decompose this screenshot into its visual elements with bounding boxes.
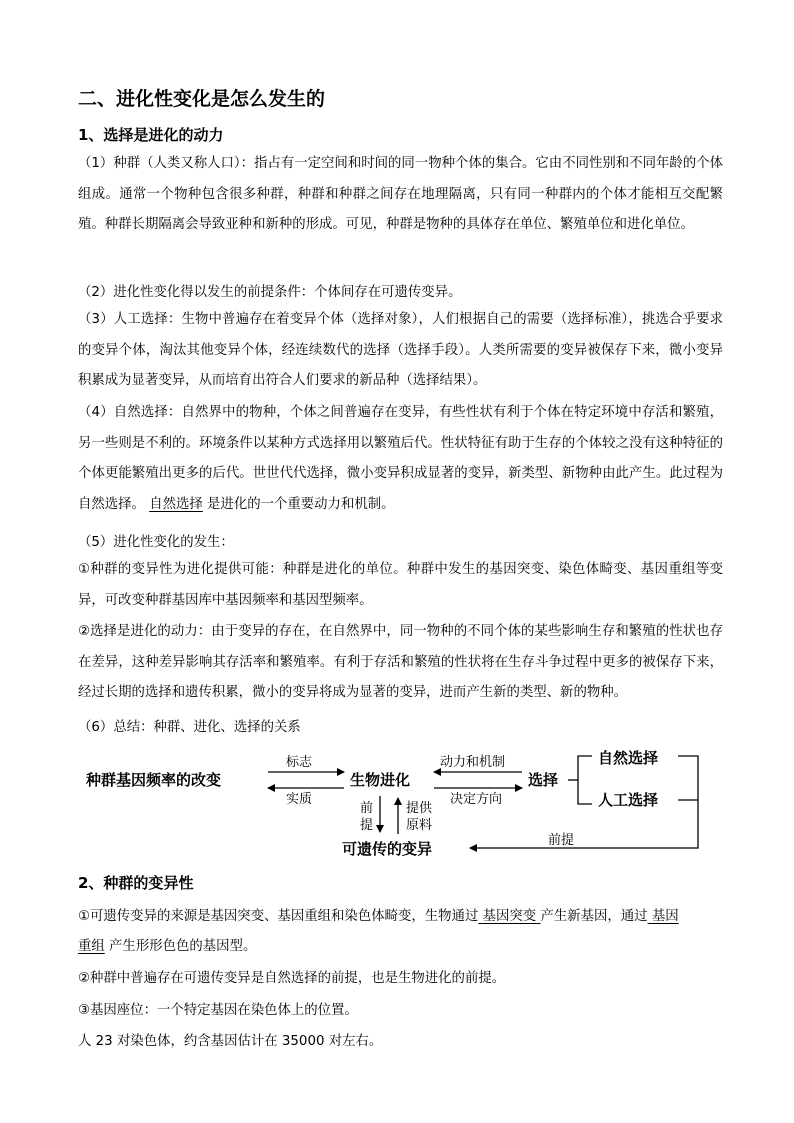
relationship-diagram: [78, 744, 718, 864]
diagram-label-sign: 标志: [286, 755, 313, 770]
paragraph-human-chromosomes: 人 23 对染色体，约含基因估计在 35000 对左右。: [78, 1034, 383, 1049]
paragraph-variation-premise: ②种群中普遍存在可遗传变异是自然选择的前提，也是生物进化的前提。: [78, 971, 506, 986]
diagram-label-prem-b: 提: [360, 818, 374, 833]
diagram-evolution: 生物进化: [350, 771, 411, 789]
paragraph-gene-locus: ③基因座位：一个特定基因在染色体上的位置。: [78, 1003, 358, 1018]
paragraph-heritable-sources: [78, 905, 679, 924]
paragraph-precondition: （2）进化性变化得以发生的前提条件：个体间存在可遗传变异。: [78, 285, 462, 300]
section-heading-selection: 1、选择是进化的动力: [78, 126, 224, 144]
paragraph-selection-power: ②选择是进化的动力：由于变异的存在，在自然界中，同一物种的不同个体的某些影响生存和繁殖的性状也存在差异，这种差异影响其存活率和繁殖率。有利于存活和繁殖的性状将在生存斗争过程中更多的被保存下来，经过长期的选择和遗传积累，微小的变异将成为显著的变异，进而产生新的类型、新的物种。: [78, 624, 723, 700]
diagram-label-premise: 前提: [548, 833, 575, 848]
paragraph-population: （1）种群（人类又称人口）：指占有一定空间和时间的同一物种个体的集合。它由不同性别和不同年龄的个体组成。通常一个物种包含很多种群，种群和种群之间存在地理隔离，只有同一种群内的个体才能相互交配繁殖。种群长期隔离会导致亚种和新种的形成。可见，种群是物种的具体存在单位、繁殖单位和进化单位。: [78, 156, 723, 232]
fill-blank-mutation-text: 基因突变: [482, 909, 537, 924]
paragraph-natural-selection: [78, 398, 723, 520]
sources-text-b: 产生新基因，通过: [540, 909, 648, 924]
diagram-label-provide-a: 提供: [406, 801, 433, 816]
bracket-left: [578, 756, 592, 804]
fill-blank-recombination-b: 重组: [78, 939, 105, 954]
diagram-heritable-variation: 可遗传的变异: [342, 840, 433, 858]
paragraph-occurrence: （5）进化性变化的发生：: [78, 535, 234, 550]
diagram-label-power: 动力和机制: [440, 755, 506, 770]
paragraph-summary: （6）总结：种群、进化、选择的关系: [78, 720, 301, 735]
diagram-gene-frequency: 种群基因频率的改变: [86, 771, 222, 789]
paragraph-artificial-selection: （3）人工选择：生物中普遍存在着变异个体（选择对象），人们根据自己的需要（选择标准），挑选合乎要求的变异个体，淘汰其他变异个体，经连续数代的选择（选择手段）。人类所需要的变异被保存下来，微小变异积累成为显著变异，从而培育出符合人们要求的新品种（选择结果）。: [78, 312, 723, 388]
natural-selection-text: （4）自然选择：自然界中的物种，个体之间普遍存在变异，有些性状有利于个体在特定环境中存活和繁殖，另一些则是不利的。环境条件以某种方式选择用以繁殖后代。性状特征有助于生存的个体较之没有这种特征的个体更能繁殖出更多的后代。世世代代选择，微小变异积成显著的变异，新类型、新物种由此产生。此过程为自然选择。: [78, 405, 723, 512]
diagram-label-essence: 实质: [286, 792, 313, 807]
fill-blank-mutation: [478, 909, 540, 924]
diagram-label-provide-b: 原料: [406, 818, 433, 833]
fill-blank-recombination-a: [648, 909, 679, 924]
paragraph-variability: ①种群的变异性为进化提供可能：种群是进化的单位。种群中发生的基因突变、染色体畸变、基因重组等变异，可改变种群基因库中基因频率和基因型频率。: [78, 562, 723, 608]
fill-blank-recombination-a-text: 基因: [651, 909, 679, 924]
paragraph-heritable-sources-cont: [78, 935, 256, 954]
section-heading-variability: 2、种群的变异性: [78, 874, 194, 892]
diagram-label-prem-a: 前: [360, 801, 374, 816]
diagram-artificial-selection: 人工选择: [598, 791, 659, 809]
sources-text-a: ①可遗传变异的来源是基因突变、基因重组和染色体畸变，生物通过: [78, 909, 479, 924]
diagram-selection: 选择: [528, 771, 559, 789]
natural-selection-tail: 是进化的一个重要动力和机制。: [207, 496, 395, 512]
sources-text-c: 产生形形色色的基因型。: [109, 939, 257, 954]
page-title: 二、进化性变化是怎么发生的: [78, 88, 326, 110]
diagram-natural-selection: 自然选择: [598, 749, 659, 767]
diagram-label-direction: 决定方向: [450, 792, 503, 807]
fill-blank-natural-selection: 自然选择: [149, 496, 203, 512]
